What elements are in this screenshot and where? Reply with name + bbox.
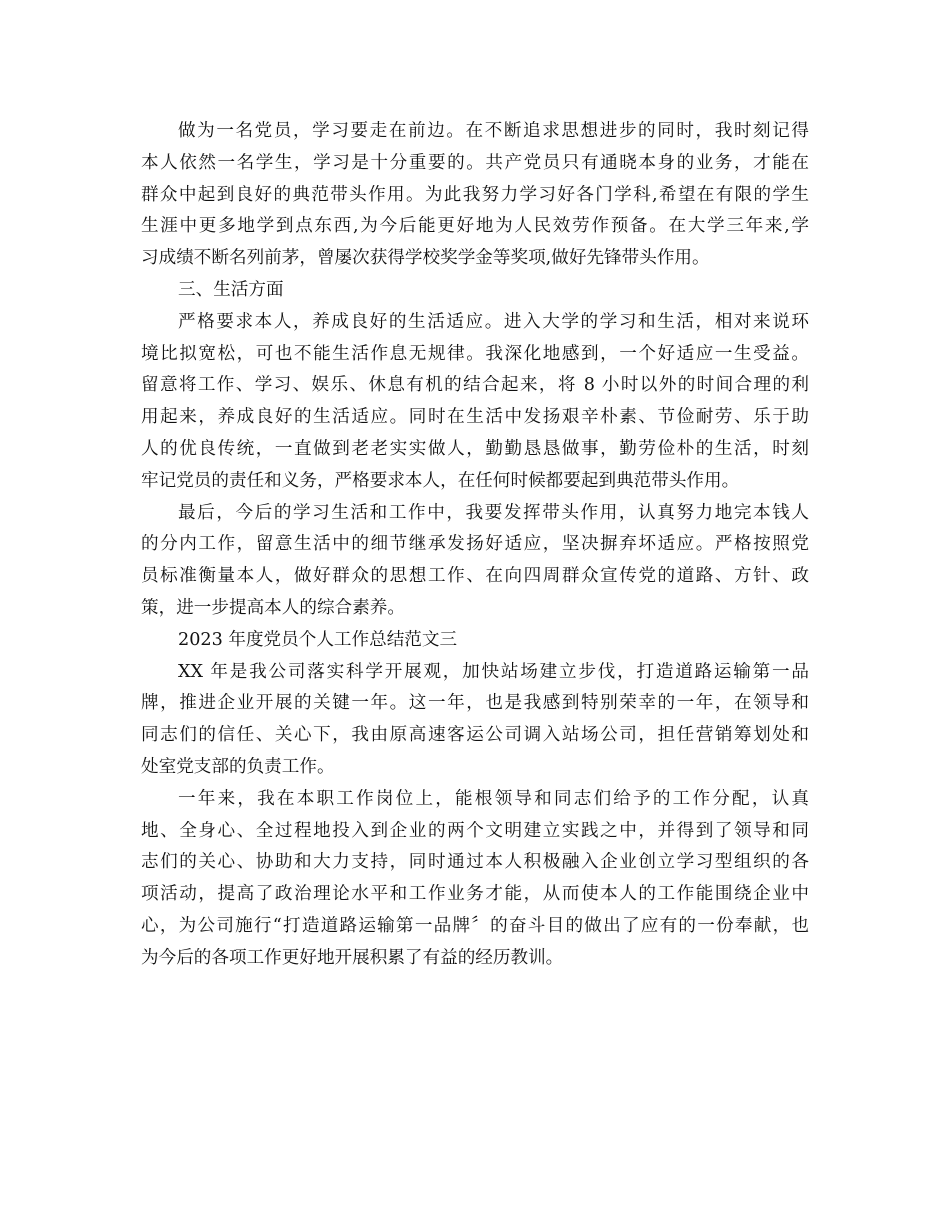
paragraph-line: 项活动，提高了政治理论水平和工作业务才能，从而使本人的工作能围绕企业中 (141, 884, 809, 905)
paragraph-line: 员标准衡量本人，做好群众的思想工作、在向四周群众宣传党的道路、方针、政 (141, 566, 809, 587)
paragraph-line: 地、全身心、全过程地投入到企业的两个文明建立实践之中，并得到了领导和同 (141, 820, 809, 841)
document-body (141, 116, 809, 975)
paragraph-line: 的分内工作，留意生活中的细节继承发扬好适应，坚决摒弃坏适应。严格按照党 (141, 534, 809, 555)
paragraph-line: 做为一名党员，学习要走在前边。在不断追求思想进步的同时，我时刻记得 (178, 121, 809, 141)
paragraph-line: 策，进一步提高本人的综合素养。 (141, 597, 405, 618)
paragraph-line: 一年来，我在本职工作岗位上，能根领导和同志们给予的工作分配，认真 (178, 788, 809, 809)
paragraph-line: 为今后的各项工作更好地开展积累了有益的经历教训。 (141, 947, 564, 968)
paragraph-line: 牢记党员的责任和义务，严格要求本人，在任何时候都要起到典范带头作用。 (141, 470, 740, 491)
paragraph-line: 牌，推进企业开展的关键一年。这一年，也是我感到特别荣幸的一年，在领导和 (141, 693, 809, 714)
section-heading: 三、生活方面 (178, 279, 284, 300)
paragraph-line: 本人依然一名学生，学习是十分重要的。共产党员只有通晓本身的业务，才能在 (141, 152, 809, 173)
paragraph-line: 最后，今后的学习生活和工作中，我要发挥带头作用，认真努力地完本钱人 (178, 502, 809, 523)
paragraph-line: 处室党支部的负责工作。 (141, 756, 335, 777)
paragraph-line: 留意将工作、学习、娱乐、休息有机的结合起来，将 8 小时以外的时间合理的利 (141, 375, 809, 396)
paragraph-line: 同志们的信任、关心下，我由原高速客运公司调入站场公司，担任营销筹划处和 (141, 725, 809, 746)
paragraph-line: 生涯中更多地学到点东西,为今后能更好地为人民效劳作预备。在大学三年来,学 (141, 216, 809, 237)
paragraph-line: 心，为公司施行“打造道路运输第一品牌〞的奋斗目的做出了应有的一份奉献，也 (141, 915, 809, 936)
section-title: 2023 年度党员个人工作总结范文三 (178, 629, 458, 650)
paragraph-line: 用起来，养成良好的生活适应。同时在生活中发扬艰辛朴素、节俭耐劳、乐于助 (141, 407, 809, 428)
paragraph-line: 习成绩不断名列前茅，曾屡次获得学校奖学金等奖项,做好先锋带头作用。 (141, 248, 710, 269)
paragraph-line: 境比拟宽松，可也不能生活作息无规律。我深化地感到，一个好适应一生受益。 (141, 343, 809, 364)
paragraph-line: 群众中起到良好的典范带头作用。为此我努力学习好各门学科,希望在有限的学生 (141, 184, 809, 205)
paragraph-line: 志们的关心、协助和大力支持，同时通过本人积极融入企业创立学习型组织的各 (141, 852, 809, 873)
paragraph-line: 人的优良传统，一直做到老老实实做人，勤勤恳恳做事，勤劳俭朴的生活，时刻 (141, 438, 809, 459)
paragraph-line: XX 年是我公司落实科学开展观，加快站场建立步伐，打造道路运输第一品 (178, 661, 809, 682)
paragraph-line: 严格要求本人，养成良好的生活适应。进入大学的学习和生活，相对来说环 (178, 311, 809, 332)
